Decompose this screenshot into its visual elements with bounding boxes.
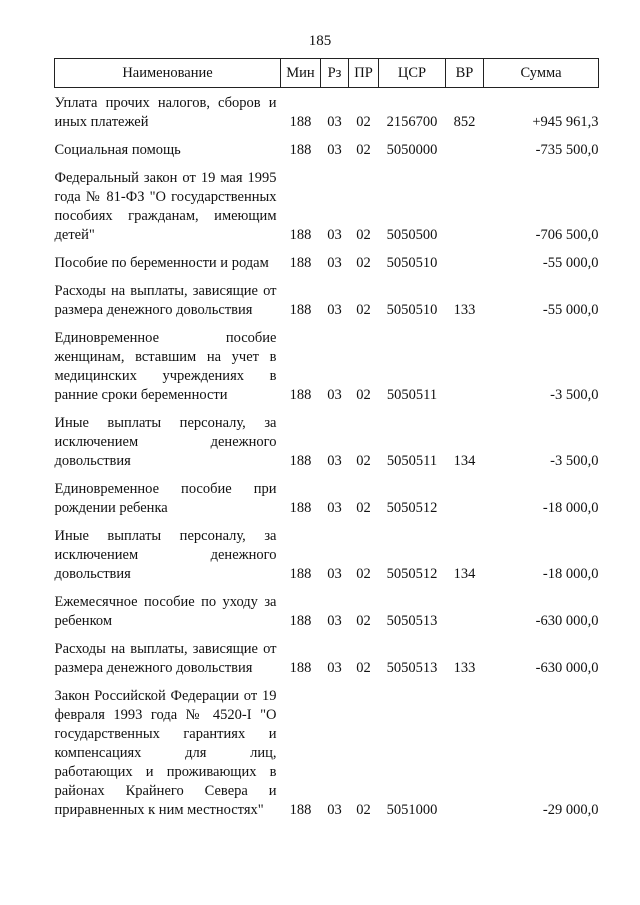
row-pr: 02	[356, 114, 371, 130]
page-number: 185	[308, 33, 332, 49]
row-name: Единовременное пособие женщинам, вставшим на учет в медицинских учреждениях в ранние сроки беременности	[54, 330, 277, 403]
table-body	[55, 88, 599, 826]
row-sum: -3 500,0	[550, 387, 599, 403]
row-sum: -55 000,0	[542, 302, 599, 318]
row-min: 188	[289, 802, 312, 818]
row-vr	[446, 250, 484, 278]
row-pr: 02	[356, 566, 371, 582]
table-header	[55, 59, 599, 88]
header-csr: ЦСР	[379, 59, 446, 88]
row-name: Расходы на выплаты, зависящие от размера денежного довольствия	[54, 641, 277, 676]
row-csr: 5050000	[386, 142, 438, 158]
row-sum: -55 000,0	[542, 255, 599, 271]
row-pr: 02	[356, 660, 371, 676]
row-pr: 02	[356, 802, 371, 818]
row-csr: 5050513	[386, 613, 438, 629]
row-csr: 5050512	[386, 566, 438, 582]
row-csr: 5050513	[386, 660, 438, 676]
row-min: 188	[289, 566, 312, 582]
row-pr: 02	[356, 387, 371, 403]
table-row	[55, 589, 599, 636]
row-name: Единовременное пособие при рождении ребенка	[54, 481, 277, 516]
row-rz: 03	[327, 142, 342, 158]
row-rz: 03	[327, 613, 342, 629]
row-rz: 03	[327, 500, 342, 516]
row-vr	[446, 137, 484, 165]
header-min: Мин	[281, 59, 321, 88]
row-sum: -630 000,0	[535, 613, 599, 629]
row-pr: 02	[356, 255, 371, 271]
row-csr: 2156700	[386, 114, 438, 130]
row-pr: 02	[356, 500, 371, 516]
row-rz: 03	[327, 114, 342, 130]
budget-table	[54, 58, 599, 825]
row-pr: 02	[356, 227, 371, 243]
row-rz: 03	[327, 660, 342, 676]
row-vr	[446, 683, 484, 825]
row-sum: -706 500,0	[535, 227, 599, 243]
table-row	[55, 410, 599, 476]
row-vr: 133	[453, 302, 476, 318]
table-row	[55, 278, 599, 325]
table-row	[55, 137, 599, 165]
row-name: Расходы на выплаты, зависящие от размера денежного довольствия	[54, 283, 277, 318]
row-min: 188	[289, 453, 312, 469]
row-rz: 03	[327, 802, 342, 818]
row-min: 188	[289, 302, 312, 318]
row-vr	[446, 165, 484, 250]
header-row	[55, 59, 599, 88]
table-row	[55, 165, 599, 250]
row-vr	[446, 476, 484, 523]
row-pr: 02	[356, 142, 371, 158]
row-csr: 5050510	[386, 302, 438, 318]
header-rz: Рз	[321, 59, 349, 88]
row-rz: 03	[327, 453, 342, 469]
row-sum: -18 000,0	[542, 566, 599, 582]
row-name: Закон Российской Федерации от 19 февраля 1993 года № 4520-I "О государственных гарантиях и компенсациях для лиц, работающих и проживающих в районах Крайнего Севера и приравненных к ним местностях"	[54, 688, 277, 818]
row-rz: 03	[327, 302, 342, 318]
row-pr: 02	[356, 613, 371, 629]
row-rz: 03	[327, 387, 342, 403]
row-sum: -735 500,0	[535, 142, 599, 158]
row-sum: -29 000,0	[542, 802, 599, 818]
table-row	[55, 325, 599, 410]
row-rz: 03	[327, 227, 342, 243]
table-row	[55, 250, 599, 278]
row-csr: 5050510	[386, 255, 438, 271]
table-row	[55, 476, 599, 523]
row-name: Федеральный закон от 19 мая 1995 года № 81-ФЗ "О государственных пособиях гражданам, имеющим детей"	[54, 170, 277, 243]
row-name: Социальная помощь	[54, 142, 181, 158]
row-min: 188	[289, 660, 312, 676]
row-vr	[446, 589, 484, 636]
row-min: 188	[289, 387, 312, 403]
row-name: Уплата прочих налогов, сборов и иных платежей	[54, 95, 277, 130]
row-rz: 03	[327, 255, 342, 271]
row-sum: -3 500,0	[550, 453, 599, 469]
row-rz: 03	[327, 566, 342, 582]
table-row	[55, 523, 599, 589]
row-pr: 02	[356, 302, 371, 318]
header-sum: Сумма	[484, 59, 599, 88]
row-vr: 134	[453, 453, 476, 469]
row-csr: 5050512	[386, 500, 438, 516]
row-sum: +945 961,3	[532, 114, 599, 130]
header-name: Наименование	[55, 59, 281, 88]
row-csr: 5050511	[386, 387, 438, 403]
row-min: 188	[289, 227, 312, 243]
table-row	[55, 683, 599, 825]
row-min: 188	[289, 114, 312, 130]
row-min: 188	[289, 142, 312, 158]
row-sum: -630 000,0	[535, 660, 599, 676]
row-min: 188	[289, 613, 312, 629]
row-vr: 852	[453, 114, 476, 130]
row-name: Ежемесячное пособие по уходу за ребенком	[54, 594, 277, 629]
table-row	[55, 88, 599, 138]
row-name: Иные выплаты персоналу, за исключением денежного довольствия	[54, 528, 277, 582]
table-row	[55, 636, 599, 683]
header-vr: ВР	[446, 59, 484, 88]
row-sum: -18 000,0	[542, 500, 599, 516]
row-name: Пособие по беременности и родам	[54, 255, 269, 271]
row-vr: 133	[453, 660, 476, 676]
row-csr: 5050511	[386, 453, 438, 469]
row-csr: 5050500	[386, 227, 438, 243]
row-vr	[446, 325, 484, 410]
row-pr: 02	[356, 453, 371, 469]
row-min: 188	[289, 500, 312, 516]
row-name: Иные выплаты персоналу, за исключением денежного довольствия	[54, 415, 277, 469]
header-pr: ПР	[349, 59, 379, 88]
row-min: 188	[289, 255, 312, 271]
row-csr: 5051000	[386, 802, 438, 818]
row-vr: 134	[453, 566, 476, 582]
